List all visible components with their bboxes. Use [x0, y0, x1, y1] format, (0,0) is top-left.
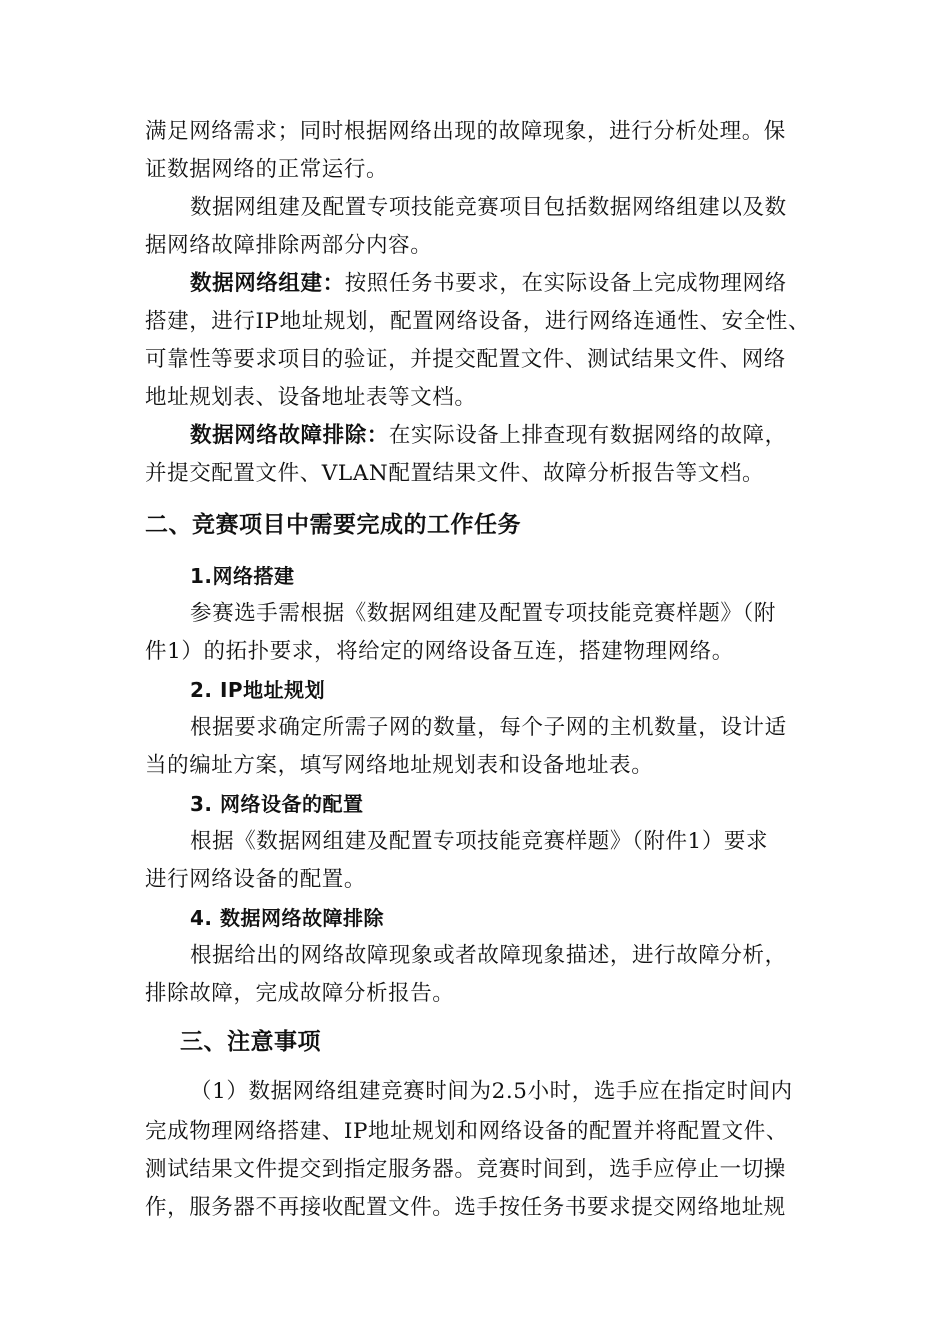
task-2-title: 2. IP地址规划 [190, 678, 326, 702]
build-line-1-rest: 按照任务书要求，在实际设备上完成物理网络 [344, 271, 787, 296]
scope-line-2: 据网络故障排除两部分内容。 [145, 233, 433, 258]
section-3-heading: 三、注意事项 [180, 1029, 321, 1055]
task-1-title: 1.网络搭建 [190, 564, 295, 588]
build-line-4: 地址规划表、设备地址表等文档。 [145, 385, 477, 410]
note-1-line-1: （1）数据网络组建竞赛时间为2.5小时，选手应在指定时间内 [190, 1079, 793, 1104]
scope-line-1: 数据网组建及配置专项技能竞赛项目包括数据网络组建以及数 [190, 195, 787, 220]
task-4-line-1: 根据给出的网络故障现象或者故障现象描述，进行故障分析， [190, 943, 787, 968]
task-4-line-2: 排除故障，完成故障分析报告。 [145, 981, 455, 1006]
task-2-line-2: 当的编址方案，填写网络地址规划表和设备地址表。 [145, 753, 654, 778]
note-1-line-2: 完成物理网络搭建、IP地址规划和网络设备的配置并将配置文件、 [145, 1119, 788, 1144]
build-line-2: 搭建，进行IP地址规划，配置网络设备，进行网络连通性、安全性、 [145, 309, 811, 334]
fault-line-1 [190, 421, 815, 451]
build-label: 数据网络组建： [190, 271, 345, 296]
fault-label: 数据网络故障排除： [190, 423, 389, 448]
task-3-line-1: 根据《数据网组建及配置专项技能竞赛样题》（附件1）要求 [190, 829, 769, 854]
note-1-line-3: 测试结果文件提交到指定服务器。竞赛时间到，选手应停止一切操 [145, 1157, 786, 1182]
task-4-title: 4. 数据网络故障排除 [190, 906, 384, 930]
intro-line-2: 证数据网络的正常运行。 [145, 157, 389, 182]
build-line-1 [190, 269, 815, 299]
task-3-line-2: 进行网络设备的配置。 [145, 867, 367, 892]
fault-line-2: 并提交配置文件、VLAN配置结果文件、故障分析报告等文档。 [145, 461, 765, 486]
task-2-line-1: 根据要求确定所需子网的数量，每个子网的主机数量，设计适 [190, 715, 787, 740]
task-1-line-2: 件1）的拓扑要求，将给定的网络设备互连，搭建物理网络。 [145, 639, 734, 664]
section-2-heading: 二、竞赛项目中需要完成的工作任务 [145, 512, 521, 538]
fault-line-1-rest: 在实际设备上排查现有数据网络的故障， [388, 423, 787, 448]
task-3-title: 3. 网络设备的配置 [190, 792, 364, 816]
intro-line-1: 满足网络需求；同时根据网络出现的故障现象，进行分析处理。保 [145, 119, 786, 144]
note-1-line-4: 作，服务器不再接收配置文件。选手按任务书要求提交网络地址规 [145, 1195, 786, 1220]
task-1-line-1: 参赛选手需根据《数据网组建及配置专项技能竞赛样题》（附 [190, 601, 776, 626]
build-line-3: 可靠性等要求项目的验证，并提交配置文件、测试结果文件、网络 [145, 347, 786, 372]
